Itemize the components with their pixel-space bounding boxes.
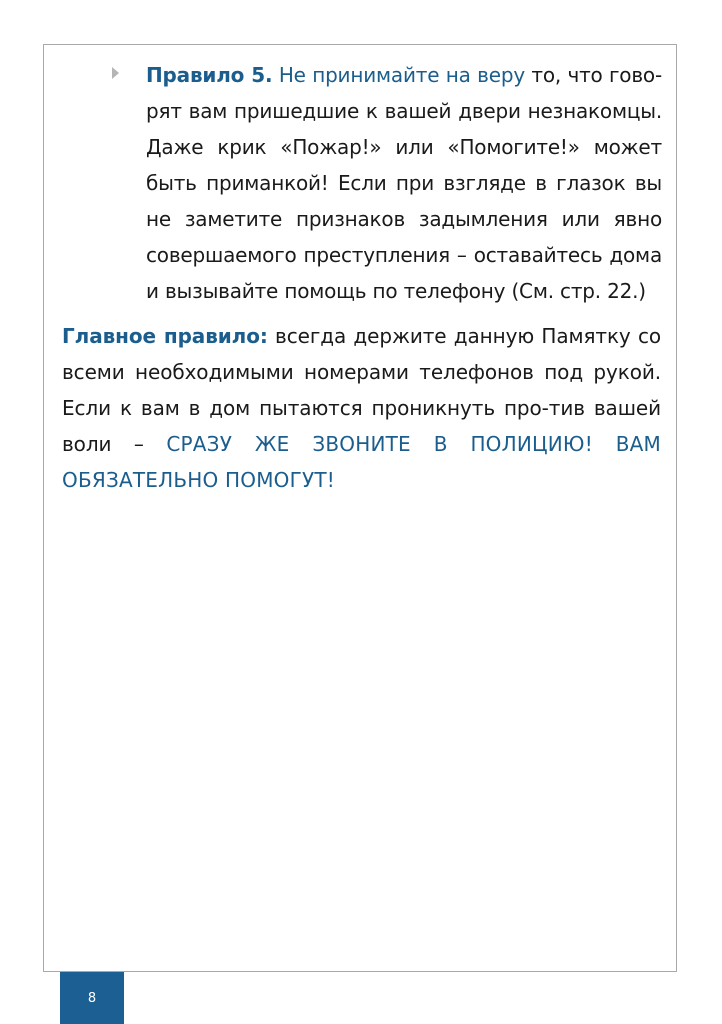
rule-5-text: то, что гово-рят вам пришедшие к вашей двери незнакомцы. Даже крик «Пожар!» или «Помогите!» может быть приманкой! Если при взгляде в глазок вы не заметите признаков задымления или явно совершаемого преступления – оставайтесь дома и вызывайте помощь по телефону (См. стр. 22.) bbox=[146, 63, 662, 303]
main-rule-caps: СРАЗУ ЖЕ ЗВОНИТЕ В ПОЛИЦИЮ! ВАМ ОБЯЗАТЕЛЬНО ПОМОГУТ! bbox=[62, 432, 662, 492]
main-rule-label: Главное правило: bbox=[62, 324, 268, 348]
rule-5-paragraph bbox=[146, 57, 662, 309]
main-rule-paragraph bbox=[62, 318, 661, 498]
main-rule-text: всегда держите данную Памятку со всеми необходимыми номерами телефонов под рукой. Если к вам в дом пытаются проникнуть про-тив вашей воли – bbox=[62, 324, 661, 456]
rule-5-label: Правило 5. bbox=[146, 63, 273, 87]
page-number-box bbox=[60, 972, 124, 1024]
bullet-arrow-icon bbox=[112, 67, 119, 79]
page-number: 8 bbox=[87, 990, 97, 1006]
rule-5-block bbox=[112, 57, 662, 309]
rule-5-highlight: Не принимайте на веру bbox=[278, 63, 525, 87]
